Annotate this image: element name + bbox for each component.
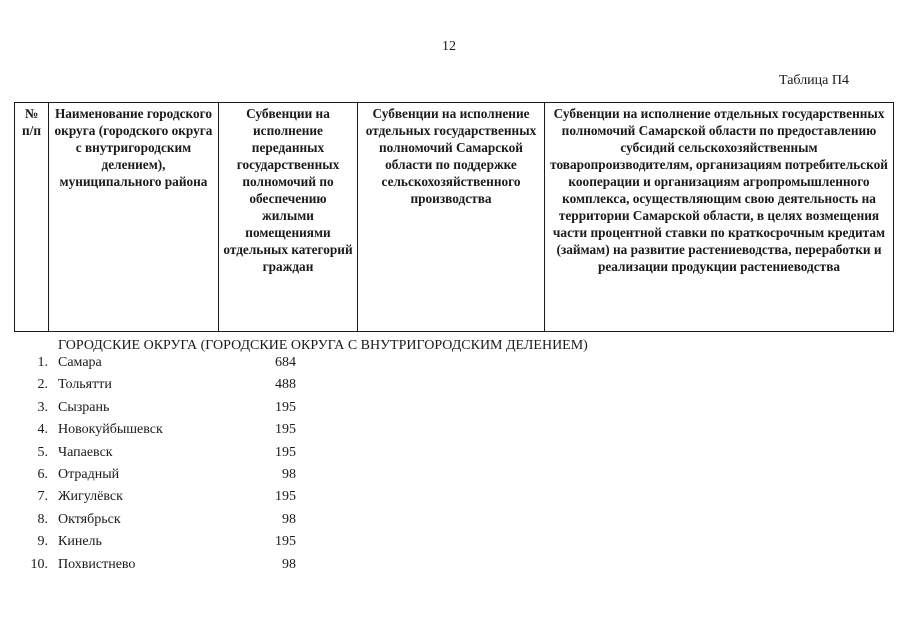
row-value: 195: [275, 534, 296, 550]
row-name: Жигулёвск: [58, 489, 123, 505]
row-value: 98: [282, 466, 296, 482]
table-row: [0, 531, 905, 553]
row-value: 195: [275, 444, 296, 460]
row-number: 4.: [37, 422, 48, 438]
table-body: [0, 352, 905, 576]
header-name-column: Наименование городского округа (городского округа с внутригородским делением), муниципального района: [49, 103, 219, 332]
row-value: 98: [282, 556, 296, 572]
row-name: Самара: [58, 355, 102, 370]
table-row: [0, 352, 905, 374]
header-housing-subvention-column: Субвенции на исполнение переданных государственных полномочий по обеспечению жилыми помещениями отдельных категорий граждан: [219, 103, 358, 332]
section-title: ГОРОДСКИЕ ОКРУГА (ГОРОДСКИЕ ОКРУГА С ВНУТРИГОРОДСКИМ ДЕЛЕНИЕМ): [58, 338, 588, 353]
row-number: 1.: [37, 355, 48, 370]
row-value: 684: [275, 355, 296, 370]
header-agriculture-subvention-column: Субвенции на исполнение отдельных государственных полномочий Самарской области по поддержке сельскохозяйственного производства: [358, 103, 545, 332]
row-name: Тольятти: [58, 377, 112, 393]
row-number: 3.: [37, 399, 48, 415]
table-header: [14, 102, 894, 332]
table-row: [0, 554, 905, 576]
row-value: 488: [275, 377, 296, 393]
row-value: 195: [275, 489, 296, 505]
row-number: 8.: [37, 511, 48, 527]
page-number: 12: [442, 39, 456, 54]
header-number-column: № п/п: [15, 103, 49, 332]
row-value: 195: [275, 422, 296, 438]
row-number: 5.: [37, 444, 48, 460]
row-name: Новокуйбышевск: [58, 422, 163, 438]
row-number: 9.: [37, 534, 48, 550]
table-row: [0, 397, 905, 419]
table-label: Таблица П4: [779, 73, 849, 88]
table-row: [0, 442, 905, 464]
table-row: [0, 509, 905, 531]
row-number: 7.: [37, 489, 48, 505]
row-name: Кинель: [58, 534, 102, 550]
table-row: [0, 374, 905, 396]
row-number: 10.: [30, 556, 48, 572]
table-row: [0, 419, 905, 441]
row-name: Похвистнево: [58, 556, 136, 572]
row-value: 98: [282, 511, 296, 527]
header-interest-subsidy-column: Субвенции на исполнение отдельных государственных полномочий Самарской области по предоставлению субсидий сельскохозяйственным товаропроизводителям, организациям потребительской кооперации и организациям агропромышленного комплекса, осуществляющим свою деятельность на территории Самарской области, в целях возмещения части процентной ставки по краткосрочным кредитам (займам) на развитие растениеводства, переработки и реализации продукции растениеводства: [545, 103, 894, 332]
table-row: [0, 464, 905, 486]
table-row: [0, 486, 905, 508]
row-name: Чапаевск: [58, 444, 113, 460]
header-row: [15, 103, 894, 332]
row-name: Октябрьск: [58, 511, 121, 527]
row-number: 6.: [37, 466, 48, 482]
row-value: 195: [275, 399, 296, 415]
row-number: 2.: [37, 377, 48, 393]
row-name: Сызрань: [58, 399, 110, 415]
row-name: Отрадный: [58, 466, 120, 482]
